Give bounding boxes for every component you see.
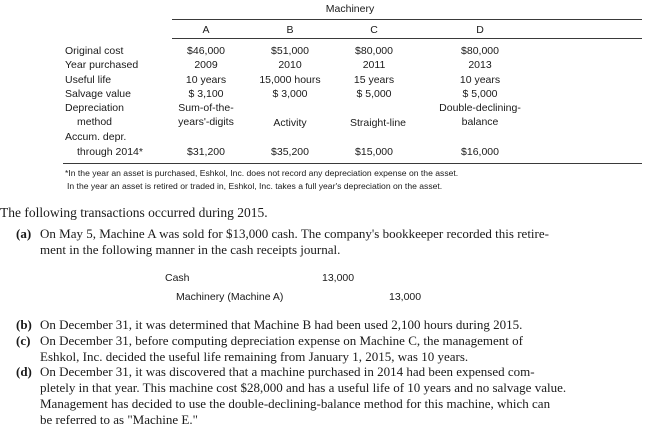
cell-accum-depr-b: $35,200	[271, 146, 309, 158]
row-label-useful-life: Useful life	[65, 74, 112, 86]
cell-year-purchased-a: 2009	[194, 59, 218, 71]
cell-original-cost-c: $80,000	[355, 45, 393, 57]
cell-method-d-line1: Double-declining-	[439, 102, 521, 114]
row-label-original-cost: Original cost	[65, 45, 124, 57]
cell-method-d-line2: balance	[461, 116, 499, 128]
row-label-method: method	[77, 116, 113, 128]
cell-salvage-value-d: $ 5,000	[462, 88, 498, 100]
column-header-b: B	[286, 24, 294, 36]
cell-year-purchased-b: 2010	[278, 59, 302, 71]
item-c-line-2: Eshkol, Inc. decided the useful life remaining from January 1, 2015, was 10 years.	[40, 349, 469, 364]
column-header-d: D	[476, 24, 484, 36]
intro-text: The following transactions occurred during 2015.	[0, 205, 268, 220]
cell-useful-life-c: 15 years	[353, 74, 395, 86]
cell-salvage-value-b: $ 3,000	[272, 88, 308, 100]
cell-salvage-value-c: $ 5,000	[356, 88, 392, 100]
item-b-line-1: On December 31, it was determined that Machine B had been used 2,100 hours during 2015.	[40, 317, 523, 332]
cell-original-cost-b: $51,000	[271, 45, 309, 57]
journal-debit-amount: 13,000	[322, 272, 355, 284]
item-d-label: (d)	[16, 364, 32, 379]
column-header-c: C	[370, 24, 378, 36]
item-c-label: (c)	[16, 333, 31, 348]
row-label-accum-depr: Accum. depr.	[65, 131, 127, 143]
cell-accum-depr-d: $16,000	[461, 146, 499, 158]
item-d-line-1: On December 31, it was discovered that a machine purchased in 2014 had been expensed com-	[40, 364, 535, 379]
cell-year-purchased-c: 2011	[362, 59, 386, 71]
cell-method-a-line2: years'-digits	[178, 116, 234, 128]
row-label-through-2014: through 2014*	[77, 146, 143, 158]
header-rule-bottom	[172, 38, 642, 39]
item-b-label: (b)	[16, 317, 32, 332]
item-a-line-2: ment in the following manner in the cash receipts journal.	[40, 242, 341, 257]
cell-salvage-value-a: $ 3,100	[188, 88, 224, 100]
transactions-section	[0, 200, 649, 435]
cell-method-c: Straight-line	[349, 117, 407, 129]
journal-credit-amount: 13,000	[389, 291, 422, 303]
footnote-line-1: *In the year an asset is purchased, Eshkol, Inc. does not record any depreciation expense on the asset.	[65, 168, 459, 178]
cell-accum-depr-a: $31,200	[187, 146, 225, 158]
column-header-a: A	[202, 24, 210, 36]
item-c-line-1: On December 31, before computing depreciation expense on Machine C, the management of	[40, 333, 523, 348]
item-a-line-1: On May 5, Machine A was sold for $13,000 cash. The company's bookkeeper recorded this retire-	[40, 226, 549, 241]
item-a-label: (a)	[16, 226, 32, 241]
journal-credit-account: Machinery (Machine A)	[176, 291, 284, 303]
cell-original-cost-d: $80,000	[461, 45, 499, 57]
footnote-line-2: In the year an asset is retired or traded in, Eshkol, Inc. takes a full year's depreciation on the asset.	[67, 181, 443, 191]
row-label-depreciation: Depreciation	[65, 102, 124, 114]
cell-method-a-line1: Sum-of-the-	[178, 102, 234, 114]
cell-useful-life-a: 10 years	[185, 74, 227, 86]
row-label-salvage-value: Salvage value	[65, 88, 131, 100]
cell-useful-life-d: 10 years	[459, 74, 501, 86]
item-d-line-2: pletely in that year. This machine cost $28,000 and has a useful life of 10 years and no salvage value.	[40, 380, 567, 395]
journal-debit-account: Cash	[165, 272, 190, 284]
footnote-rule	[63, 163, 642, 164]
cell-original-cost-a: $46,000	[187, 45, 225, 57]
header-rule-top	[172, 19, 642, 20]
item-d-line-3: Management has decided to use the double-declining-balance method for this machine, which can	[40, 396, 551, 411]
cell-method-b: Activity	[273, 117, 307, 129]
cell-year-purchased-d: 2013	[468, 59, 492, 71]
machinery-table	[0, 0, 649, 200]
cell-useful-life-b: 15,000 hours	[259, 74, 321, 86]
item-d-line-4: be referred to as "Machine E."	[40, 412, 198, 427]
cell-accum-depr-c: $15,000	[355, 146, 393, 158]
row-label-year-purchased: Year purchased	[65, 59, 139, 71]
machinery-group-header: Machinery	[325, 3, 375, 15]
